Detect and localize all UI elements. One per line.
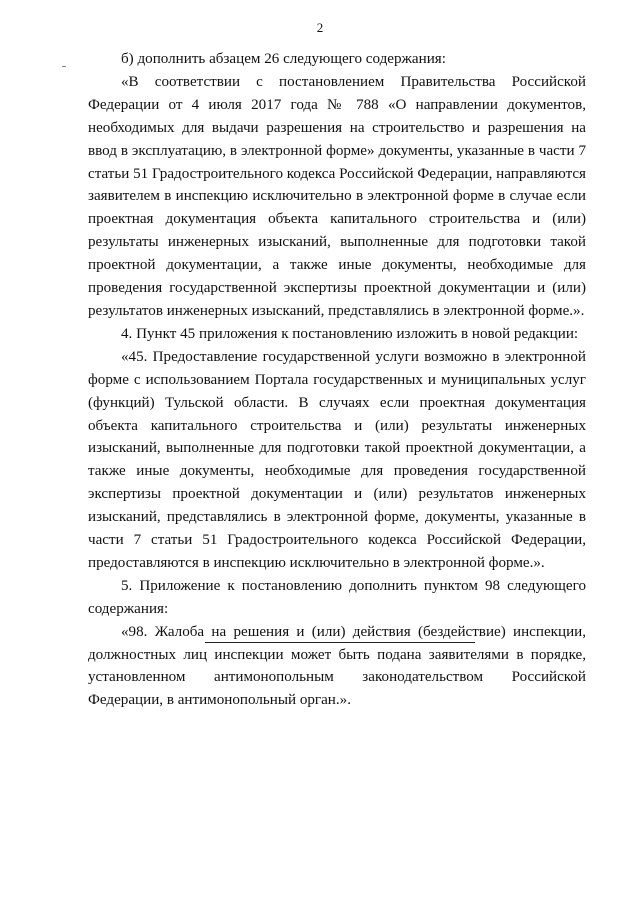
paragraph-item-4-intro: 4. Пункт 45 приложения к постановлению изложить в новой редакции: <box>121 325 579 342</box>
paragraph-b-amendment-text: «В соответствии с постановлением Правительства Российской Федерации от 4 июля 2017 года № 788 «О направлении документов, необходимых для выдачи разрешения на строительство и разрешения на ввод в эксплуатацию, в электронной форме» документы, указанные в части 7 статьи 51 Градостроительного кодекса Российской Федерации, направляются заявителем в инспекцию исключительно в электронной форме в случае если проектная документация объекта капитального строительства и (или) результаты инженерных изысканий, выполненные для подготовки такой проектной документации, а также иные документы, необходимые для проведения государственной экспертизы проектной документации и (или) результатов инженерных изысканий, представлялись в электронной форме.». <box>88 73 586 319</box>
paragraph-item-5-intro: 5. Приложение к постановлению дополнить пунктом 98 следующего содержания: <box>88 577 586 617</box>
paragraph-item-45-text: «45. Предоставление государственной услуги возможно в электронной форме с использованием Портала государственных и муниципальных услуг (функций) Тульской области. В случаях если проектная документация объекта капитального строительства и (или) результаты инженерных изысканий, выполненные для подготовки такой проектной документации, а также иные документы, необходимые для проведения государственной экспертизы проектной документации и (или) результатов инженерных изысканий, представлялись в электронной форме, документы, указанные в части 7 статьи 51 Градостроительного кодекса Российской Федерации, предоставляются в инспекцию исключительно в электронной форме.». <box>88 348 586 571</box>
page-number: 2 <box>316 20 324 35</box>
margin-mark <box>62 66 66 67</box>
paragraph-item-98-text: «98. Жалоба на решения и (или) действия (бездействие) инспекции, должностных лиц инспекции может быть подана заявителями в порядке, установленном антимонопольным законодательством Российской Федерации, в антимонопольный орган.». <box>88 623 586 709</box>
end-separator-line <box>205 642 475 643</box>
paragraph-b-amendment-intro: б) дополнить абзацем 26 следующего содержания: <box>121 51 446 67</box>
document-body <box>88 48 586 712</box>
